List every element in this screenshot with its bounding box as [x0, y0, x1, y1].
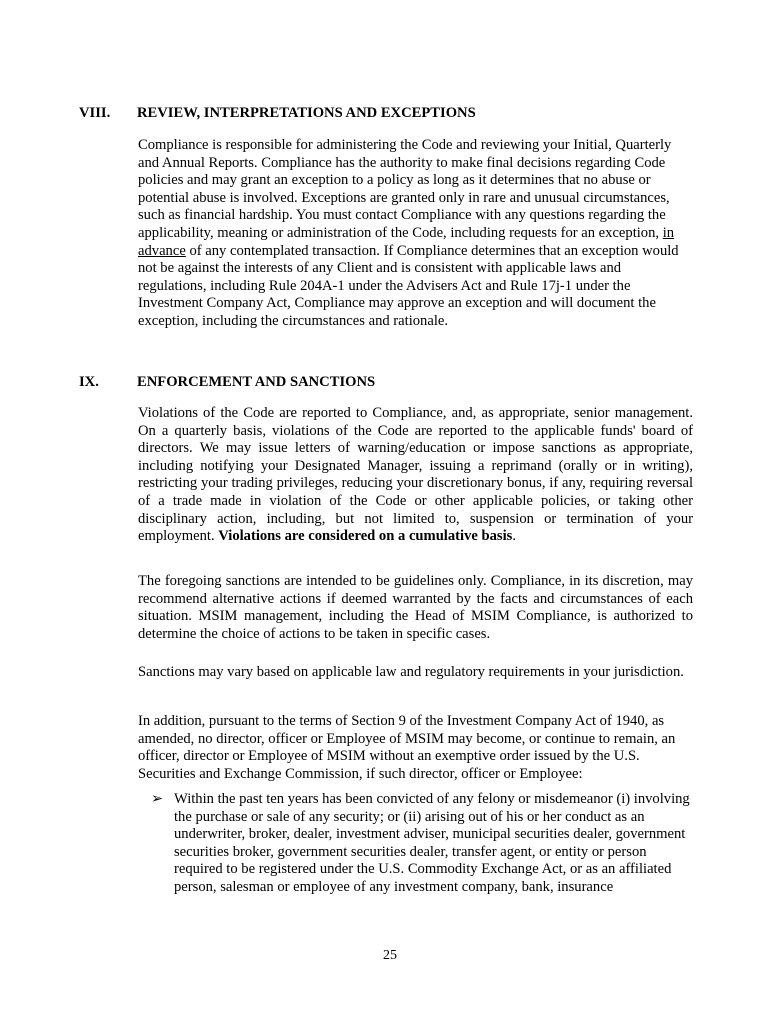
underlined-text: in advance [138, 224, 675, 259]
section-ix-title: ENFORCEMENT AND SANCTIONS [137, 374, 376, 390]
text-run: . [512, 528, 516, 545]
section-ix-number: IX. [79, 374, 99, 390]
section-viii-title: REVIEW, INTERPRETATIONS AND EXCEPTIONS [137, 105, 476, 121]
section-ix-paragraph-2: The foregoing sanctions are intended to be guidelines only. Compliance, in its discretion, may recommend alternative actions if deemed warranted by the facts and circumstances of each situation. MSIM management, including the Head of MSIM Compliance, is authorized to determine the choice of actions to be taken in specific cases. [138, 573, 693, 642]
text-run: Compliance is responsible for administering the Code and reviewing your Initial, Quarterly and Annual Reports. Compliance has the authority to make final decisions regarding Code policies and may grant an exception to a policy as long as it determines that no abuse or potential abuse is involved. Exceptions are granted only in rare and unusual circumstances, such as financial hardship. You must contact Compliance with any questions regarding the applicability, meaning or administration of the Code, including requests for an exception, [138, 137, 672, 241]
page-number: 25 [383, 948, 397, 963]
text-run: of any contemplated transaction. If Compliance determines that an exception would not be against the interests of any Client and is consistent with applicable laws and regulations, including Rule 204A-1 under the Advisers Act and Rule 17j-1 under the Investment Company Act, Compliance may approve an exception and will document the exception, including the circumstances and rationale. [138, 242, 679, 329]
bullet-item-1: Within the past ten years has been convicted of any felony or misdemeanor (i) involving the purchase or sale of any security; or (ii) arising out of his or her conduct as an underwriter, broker, dealer, investment adviser, municipal securities dealer, government securities broker, government securities dealer, transfer agent, or entity or person required to be registered under the U.S. Commodity Exchange Act, or as an affiliated person, salesman or employee of any investment company, bank, insurance [174, 791, 690, 895]
section-viii-paragraph [138, 137, 693, 331]
section-ix-paragraph-1 [138, 405, 693, 546]
section-ix-paragraph-4: In addition, pursuant to the terms of Section 9 of the Investment Company Act of 1940, as amended, no director, officer or Employee of MSIM may become, or continue to remain, an officer, director or Employee of MSIM without an exemptive order issued by the U.S. Securities and Exchange Commission, if such director, officer or Employee: [138, 713, 676, 782]
bold-text: Violations are considered on a cumulative basis [218, 528, 513, 545]
text-run: Violations of the Code are reported to Compliance, and, as appropriate, senior management. On a quarterly basis, violations of the Code are reported to the applicable funds' board of directors. We may issue letters of warning/education or impose sanctions as appropriate, including notifying your Designated Manager, issuing a reprimand (orally or in writing), restricting your trading privileges, reducing your discretionary bonus, if any, requiring reversal of a trade made in violation of the Code or other applicable policies, or taking other disciplinary action, including, but not limited to, suspension or termination of your employment. [138, 405, 693, 545]
section-ix-paragraph-3: Sanctions may vary based on applicable law and regulatory requirements in your jurisdiction. [138, 664, 684, 680]
section-viii-number: VIII. [79, 105, 111, 121]
arrow-bullet-icon: ➢ [151, 791, 164, 807]
